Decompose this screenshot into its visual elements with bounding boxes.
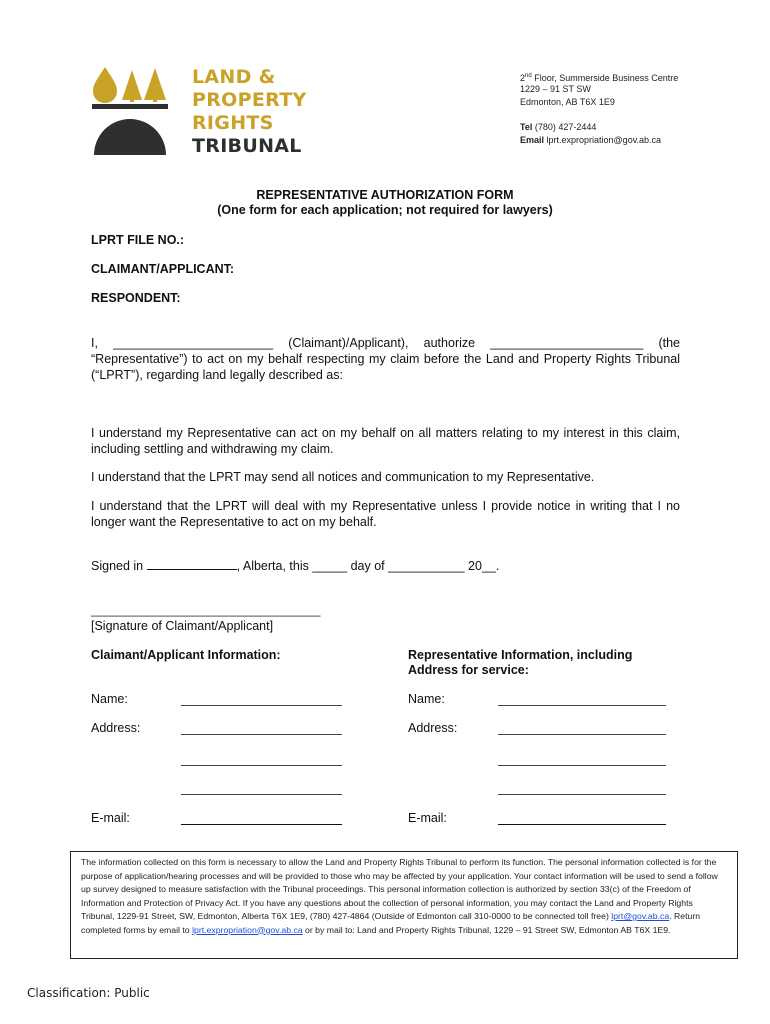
rep-name-field[interactable] <box>498 705 666 706</box>
understand-paragraph-1: I understand my Representative can act on my behalf on all matters relating to my interest in this claim, including settling and withdrawing my claim. <box>91 426 680 456</box>
classification-label: Classification: Public <box>27 986 150 1000</box>
rep-address-field-1[interactable] <box>498 734 666 735</box>
tribunal-logo <box>90 62 330 162</box>
rep-address-field-3[interactable] <box>498 794 666 795</box>
claimant-name-label: Name: <box>91 692 128 706</box>
rep-info-heading-line-1: Representative Information, including <box>408 648 633 662</box>
rep-address-label: Address: <box>408 721 458 735</box>
form-title: REPRESENTATIVE AUTHORIZATION FORM <box>256 188 514 202</box>
privacy-text-1: The information collected on this form is necessary to allow the Land and Property Rights Tribunal to perform its function. The personal information collected is for the purpose of application/hearing processes and will be provided to those who may be affected by your application. Your contact information will be used to send a follow up survey designed to measure satisfaction with the Tribunal proceedings. This personal information collection is authorized by section 33(c) of the Freedom of Information and Protection of Privacy Act. If you have any questions about the collection of personal information, you may contact the Land and Property Rights Tribunal, 1229-91 Street, SW, Edmonton, Alberta T6X 1E9, (780) 427-4864 (Outside of Edmonton call 310-0000 to be connected toll free) <box>81 857 718 921</box>
telephone: Tel (780) 427-2444 <box>520 122 597 132</box>
address-line-2: 1229 – 91 ST SW <box>520 84 591 94</box>
understand-paragraph-2: I understand that the LPRT may send all notices and communication to my Representative. <box>91 470 595 484</box>
claimant-address-label: Address: <box>91 721 141 735</box>
privacy-text-2: . Return completed forms by email to <box>81 911 701 935</box>
address-line-3: Edmonton, AB T6X 1E9 <box>520 97 615 107</box>
signed-in-line: Signed in , Alberta, this _____ day of ___________ 20__. <box>91 559 500 573</box>
lprt-email-link[interactable]: lprt@gov.ab.ca <box>611 911 670 921</box>
claimant-info-heading: Claimant/Applicant Information: <box>91 648 281 662</box>
authorization-paragraph: I, _______________________ (Claimant)/Applicant), authorize ______________________ (the “Representative”) to act on my behalf respecting my claim before the Land and Property Rights Tribunal (“LPRT”), regarding land legally described as: <box>91 336 680 382</box>
signature-label: [Signature of Claimant/Applicant] <box>91 619 274 633</box>
logo-line-4: TRIBUNAL <box>192 135 302 157</box>
claimant-email-field[interactable] <box>181 824 342 825</box>
claimant-label: CLAIMANT/APPLICANT: <box>91 262 235 276</box>
contact-email: Email lprt.expropriation@gov.ab.ca <box>520 135 662 145</box>
signature-line[interactable]: _________________________________ <box>91 603 321 617</box>
rep-email-field[interactable] <box>498 824 666 825</box>
address-line-1: 2nd Floor, Summerside Business Centre <box>520 73 679 83</box>
signed-in-city-field[interactable] <box>147 559 237 570</box>
claimant-address-field-1[interactable] <box>181 734 342 735</box>
privacy-notice-box <box>70 851 738 959</box>
logo-line-3: RIGHTS <box>192 112 274 134</box>
expropriation-email-link[interactable]: lprt.expropriation@gov.ab.ca <box>192 924 303 935</box>
logo-emblem-icon <box>90 62 185 162</box>
claimant-name-field[interactable] <box>181 705 342 706</box>
rep-email-label: E-mail: <box>408 811 447 825</box>
logo-line-1: LAND & <box>192 66 276 88</box>
understand-paragraph-3: I understand that the LPRT will deal with my Representative unless I provide notice in writing that I no longer want the Representative to act on my behalf. <box>91 499 680 529</box>
logo-line-2: PROPERTY <box>192 89 307 111</box>
claimant-email-label: E-mail: <box>91 811 130 825</box>
respondent-label: RESPONDENT: <box>91 291 181 305</box>
claimant-address-field-3[interactable] <box>181 794 342 795</box>
rep-info-heading-line-2: Address for service: <box>408 663 529 677</box>
file-no-label: LPRT FILE NO.: <box>91 233 185 247</box>
claimant-address-field-2[interactable] <box>181 765 342 766</box>
privacy-text-3: or by mail to: Land and Property Rights Tribunal, 1229 – 91 Street SW, Edmonton AB T6X 1E9. <box>302 924 671 935</box>
form-subtitle: (One form for each application; not required for lawyers) <box>217 203 553 217</box>
rep-name-label: Name: <box>408 692 445 706</box>
rep-address-field-2[interactable] <box>498 765 666 766</box>
